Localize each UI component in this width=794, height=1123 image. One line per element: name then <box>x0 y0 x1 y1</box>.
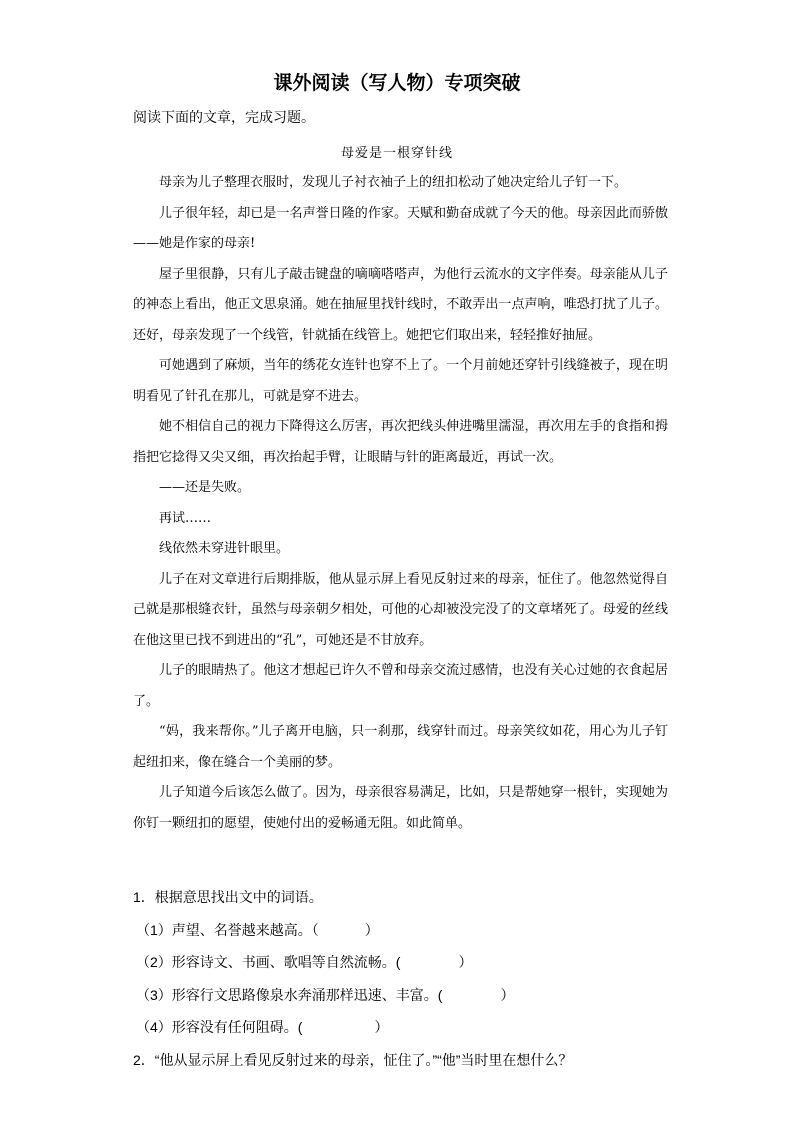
question-item-close: ） <box>458 954 473 970</box>
article-title: 母爱是一根穿针线 <box>340 146 453 161</box>
question-item-close: ） <box>364 921 379 938</box>
article-paragraph: 可她遇到了麻烦，当年的绣花女连针也穿不上了。一个月前她还穿针引线缝被子，现在明明看见了针孔在那儿，可就是穿不进去。 <box>133 358 668 404</box>
questions-section <box>133 881 693 1076</box>
article-paragraph: 她不相信自己的视力下降得这么厉害，再次把线头伸进嘴里濡湿，再次用左手的食指和拇指把它捻得又尖又细，再次抬起手臂，让眼睛与针的距离最近，再试一次。 <box>133 419 668 465</box>
article-paragraph: ——还是失败。 <box>159 480 251 495</box>
article-paragraph: 屋子里很静，只有儿子敲击键盘的嘀嘀嗒嗒声，为他行云流水的文字伴奏。母亲能从儿子的神态上看出，他正文思泉涌。她在抽屉里找针线时，不敢弄出一点声响，唯恐打扰了儿子。还好，母亲发现了一个线管，针就插在线管上。她把它们取出来，轻轻推好抽屉。 <box>133 266 668 343</box>
article-paragraph: 儿子很年轻，却已是一名声誉日隆的作家。天赋和勤奋成就了今天的他。母亲因此而骄傲——她是作家的母亲! <box>133 205 668 251</box>
article-paragraph: 再试…… <box>159 510 212 526</box>
article-paragraph: 线依然未穿进针眼里。 <box>159 541 290 556</box>
question-item-close: ） <box>374 1019 389 1035</box>
question-1-item <box>133 914 693 947</box>
question-item-text: （2）形容诗文、书画、歌唱等自然流畅。( <box>136 954 401 970</box>
question-item-text: （3）形容行文思路像泉水奔涌那样迅速、丰富。( <box>136 986 443 1003</box>
question-1-stem: 1．根据意思找出文中的词语。 <box>133 889 323 905</box>
article-paragraph: “妈，我来帮你。”儿子离开电脑，只一刹那，线穿针而过。母亲笑纹如花，用心为儿子钉起纽扣来，像在缝合一个美丽的梦。 <box>133 724 668 770</box>
instruction-text: 阅读下面的文章，完成习题。 <box>133 109 315 125</box>
page-title: 课外阅读（写人物）专项突破 <box>273 73 521 94</box>
question-item-text: （1）声望、名誉越来越高。（ <box>136 921 319 938</box>
article-body <box>133 168 668 839</box>
article-paragraph: 儿子的眼睛热了。他这才想起已许久不曾和母亲交流过感情，也没有关心过她的衣食起居了。 <box>133 663 668 709</box>
article-paragraph: 儿子在对文章进行后期排版，他从显示屏上看见反射过来的母亲，怔住了。他忽然觉得自己就是那根缝衣针，虽然与母亲朝夕相处，可他的心却被没完没了的文章堵死了。母爱的丝线在他这里已找不到进出的“孔”，可她还是不甘放弃。 <box>133 571 668 648</box>
question-item-text: （4）形容没有任何阻碍。( <box>136 1019 303 1035</box>
question-item-close: ） <box>500 986 515 1003</box>
question-1-item <box>133 979 693 1012</box>
question-1-item <box>133 1011 693 1044</box>
article-paragraph: 儿子知道今后该怎么做了。因为，母亲很容易满足，比如，只是帮她穿一根针，实现她为你钉一颗纽扣的愿望，使她付出的爱畅通无阻。如此简单。 <box>133 785 668 831</box>
article-paragraph: 母亲为儿子整理衣服时，发现儿子衬衣袖子上的纽扣松动了她决定给儿子钉一下。 <box>159 175 628 190</box>
question-1-item <box>133 946 693 979</box>
question-2-stem: 2．“他从显示屏上看见反射过来的母亲，怔住了。”“他”当时里在想什么？ <box>133 1051 573 1068</box>
